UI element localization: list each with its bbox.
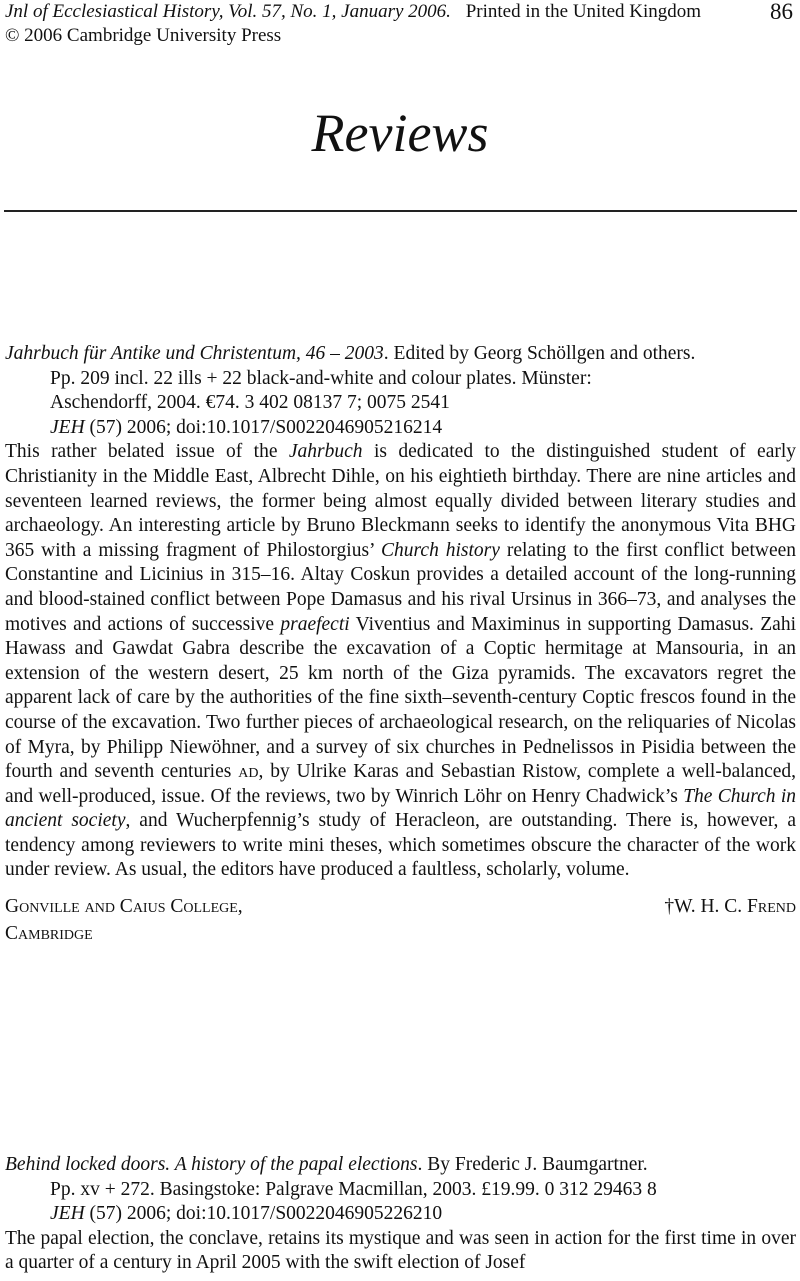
review-1-header	[5, 342, 796, 416]
copyright-line: © 2006 Cambridge University Press	[5, 25, 282, 46]
review-1-book-title: Jahrbuch für Antike und Christentum, 46 – 2003	[5, 343, 384, 364]
review-entry-2	[5, 1153, 796, 1276]
review-1-body-text: relating to the first conflict between Constantine and Licinius in 315–16. Altay Coskun provides a detailed account of the long-running and blood-stained conflict between Pope Damasus and his rival Ursinus in 366–73, and analyses the motives and actions of successive	[5, 539, 797, 635]
review-1-signature	[5, 893, 796, 947]
review-1-body-text: Viventius and Maximinus in supporting Damasus. Zahi Hawass and Gawdat Gabra describe the excavation of a Coptic hermitage at Mansouria, in an extension of the western desert, 25 km north of the Giza pyramids. The excavators regret the apparent lack of care by the authorities of the fine sixth–seventh-century Coptic frescos found in the course of the excavation. Two further pieces of archaeological research, on the reliquaries of Nicolas of Myra, by Philipp Niewöhner, and a survey of six churches in Pednelissos in Pisidia between the fourth and seventh centuries	[5, 613, 796, 783]
journal-citation: Jnl of Ecclesiastical History, Vol. 57, No. 1, January 2006.	[5, 1, 451, 22]
review-2-doi: (57) 2006; doi:10.1017/S0022046905226210	[84, 1203, 443, 1225]
review-2-doi-line	[5, 1202, 796, 1227]
review-1-reviewer: †W. H. C. Frend	[664, 896, 796, 918]
review-2-pub-line1: Pp. xv + 272. Basingstoke: Palgrave Macmillan, 2003. £19.99. 0 312 29463 8	[50, 1178, 657, 1200]
review-1-doi-line	[5, 416, 796, 441]
review-1-body-text: , and Wucherpfennig’s study of Heracleon, are outstanding. There is, however, a tendency among reviewers to write mini theses, which sometimes obscure the character of the work under review. As usual, the editors have produced a faultless, scholarly, volume.	[5, 810, 796, 881]
review-1-body-ital: Church history	[381, 539, 500, 561]
section-title: Reviews	[311, 103, 489, 163]
review-1-body-ital: Jahrbuch	[288, 441, 363, 463]
printed-in: Printed in the United Kingdom	[465, 1, 702, 22]
review-1-jeh: JEH	[50, 416, 85, 438]
review-2-header	[5, 1153, 796, 1202]
review-1-pub-line2: Aschendorff, 2004. €74. 3 402 08137 7; 0075 2541	[50, 392, 450, 414]
review-1-body-text: , by Ulrike Karas and Sebastian Ristow, complete a well-balanced, and well-produced, issue. Of the reviews, two by Winrich Löhr on Henry Chadwick’s	[5, 761, 796, 807]
review-2-jeh: JEH	[50, 1203, 85, 1225]
title-rule	[4, 210, 797, 212]
review-1-pub-line1: Pp. 209 incl. 22 ills + 22 black-and-white and colour plates. Münster:	[50, 367, 592, 389]
review-1-institution	[5, 893, 243, 947]
review-1-body-text: This rather belated issue of the	[5, 441, 289, 463]
review-2-book-title: Behind locked doors. A history of the papal elections	[5, 1154, 418, 1175]
review-2-editor: . By Frederic J. Baumgartner.	[417, 1154, 648, 1175]
institution-line: Gonville and Caius College,	[5, 896, 243, 918]
review-1-body-ital: The Church in ancient society	[5, 785, 797, 832]
page-number: 86	[770, 0, 793, 24]
review-entry-1	[5, 342, 796, 947]
review-1-body	[5, 440, 796, 883]
running-head	[5, 0, 797, 48]
review-1-body-text: is dedicated to the distinguished student of early Christianity in the Middle East, Albrecht Dihle, on his eightieth birthday. There are nine articles and seventeen learned reviews, the former being almost equally divided between literary studies and archaeology. An interesting article by Bruno Bleckmann seeks to identify the anonymous Vita BHG 365 with a missing fragment of Philostorgius’	[5, 441, 797, 561]
review-1-editor: . Edited by Georg Schöllgen and others.	[383, 343, 696, 364]
review-1-doi: (57) 2006; doi:10.1017/S0022046905216214	[84, 416, 443, 438]
review-1-body-ital: praefecti	[280, 613, 350, 635]
institution-line: Cambridge	[5, 923, 93, 945]
review-2-body: The papal election, the conclave, retains its mystique and was seen in action for the first time in over a quarter of a century in April 2005 with the swift election of Josef	[5, 1227, 796, 1274]
review-1-body-smallcaps: ad	[238, 761, 259, 783]
